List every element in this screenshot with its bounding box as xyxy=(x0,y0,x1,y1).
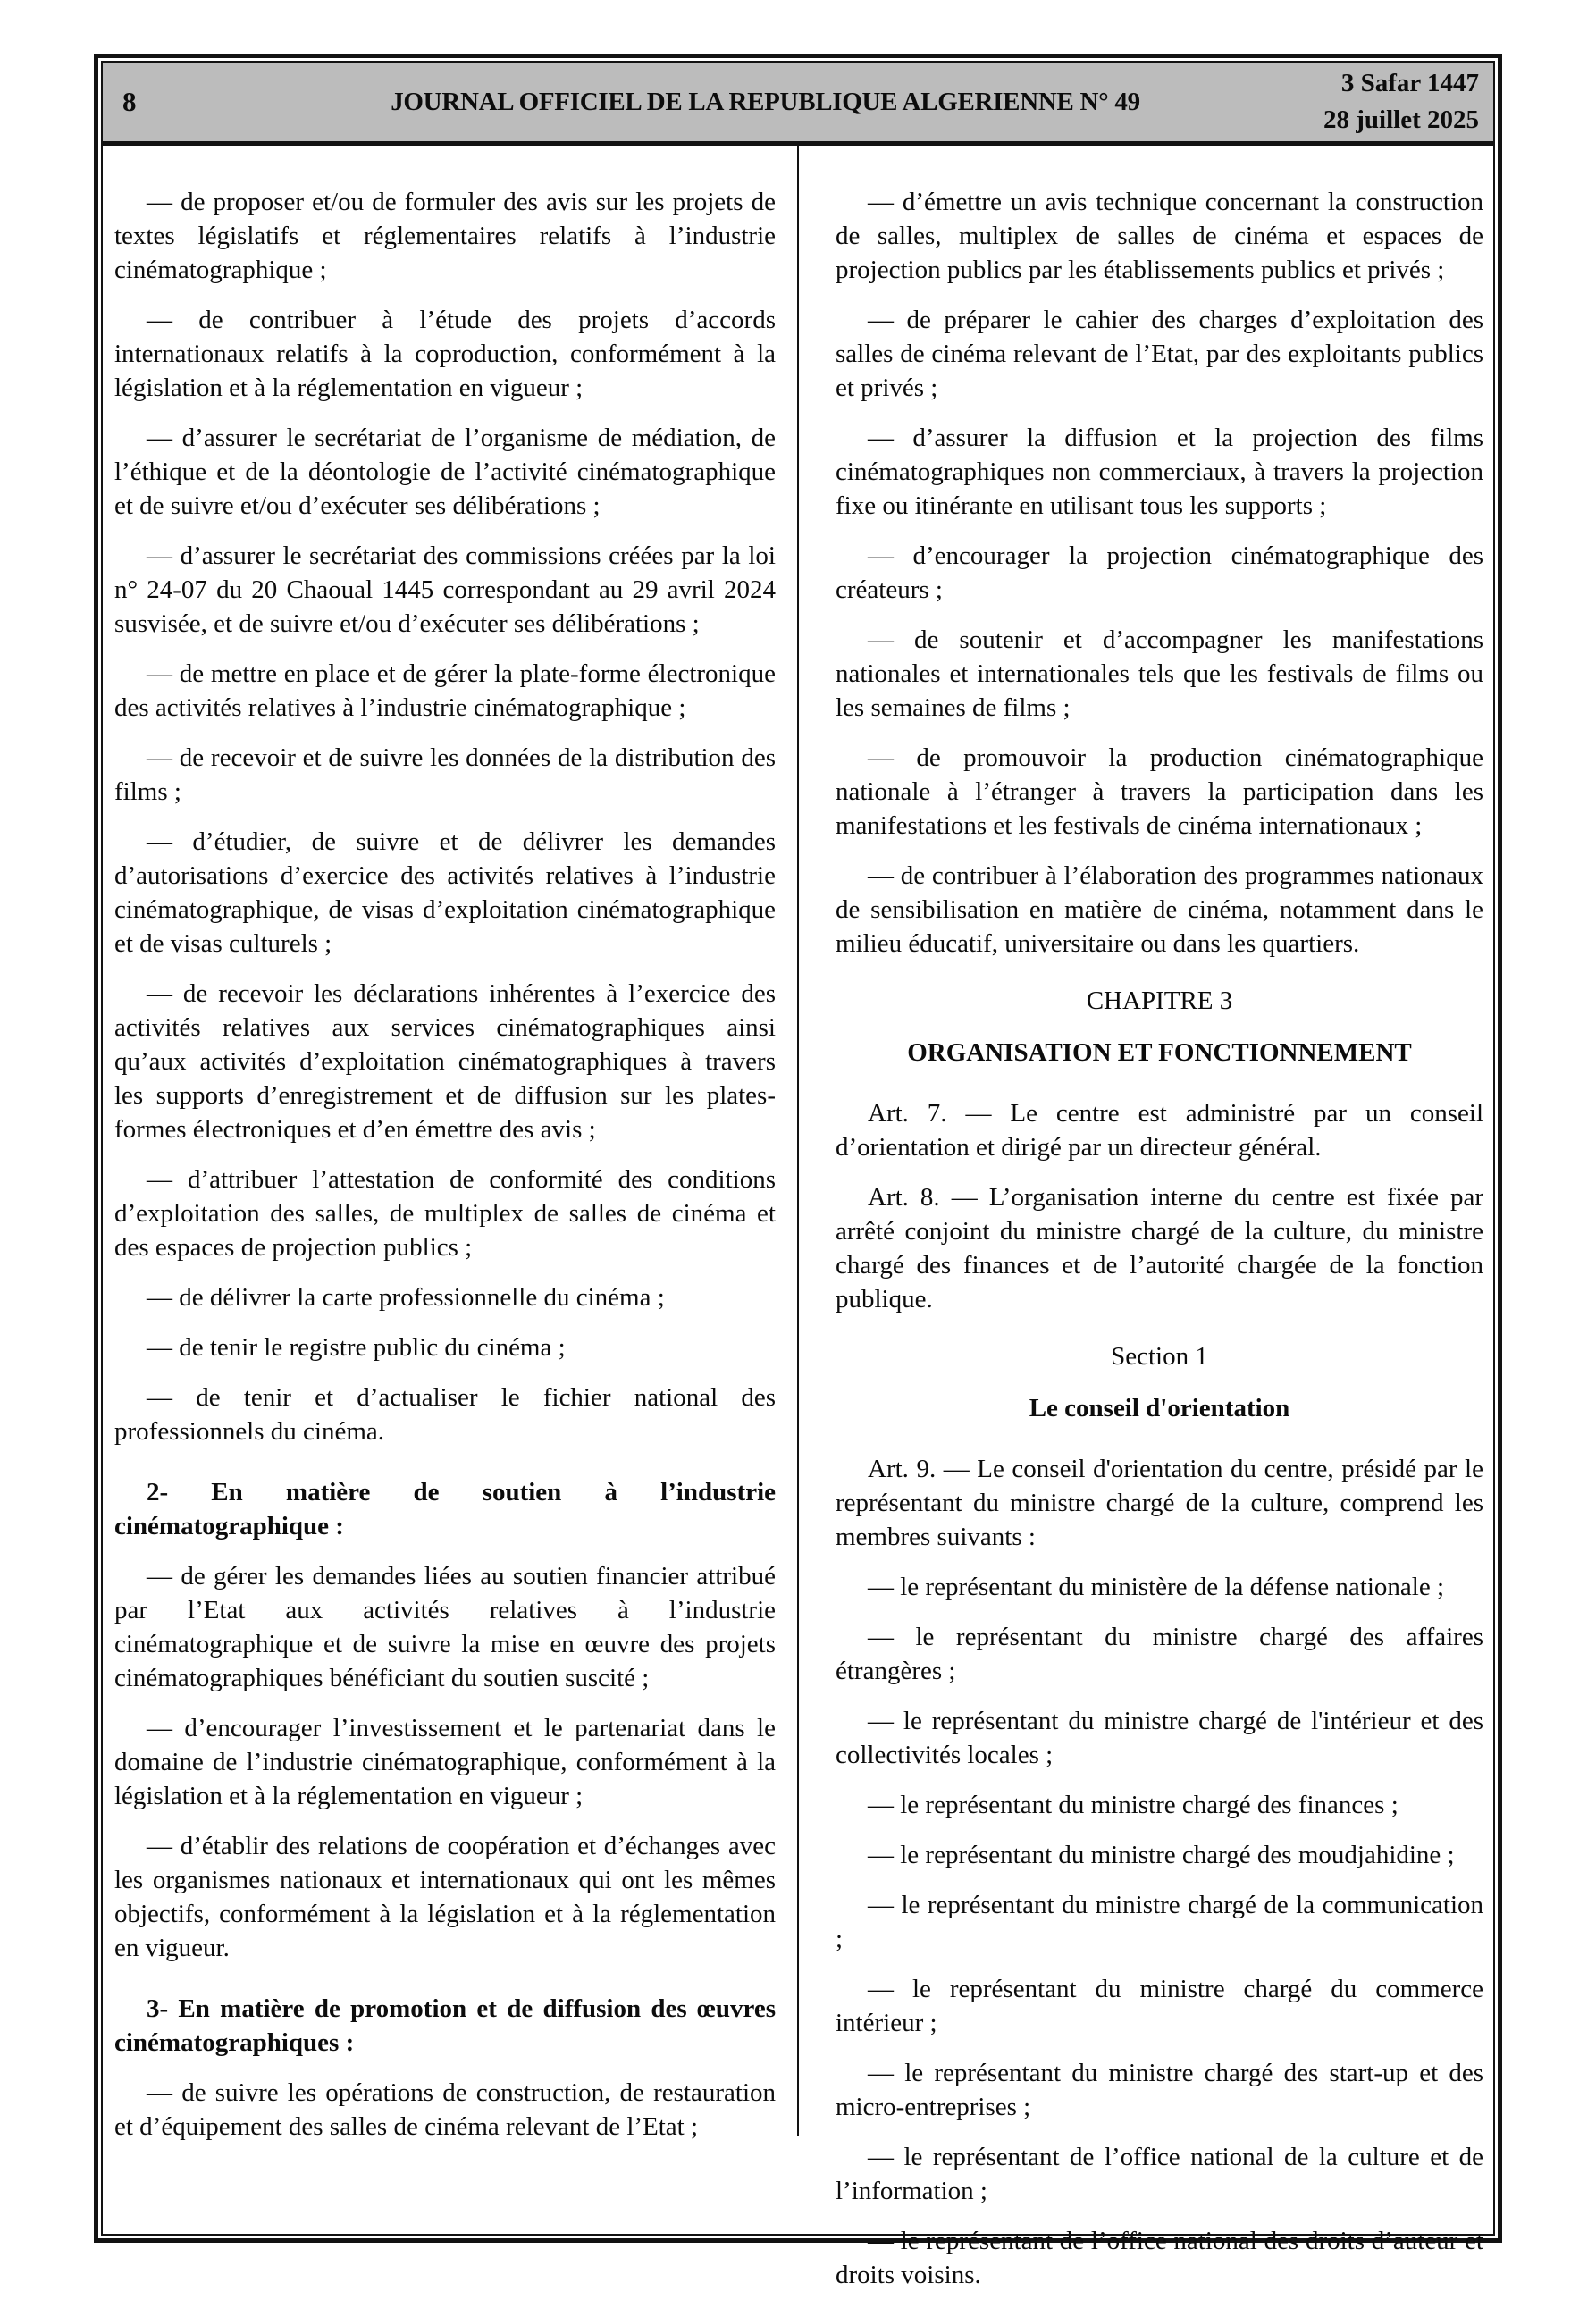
paragraph: — de suivre les opérations de construction, de restauration et d’équipement des salles de cinéma relevant de l’Etat ; xyxy=(114,2078,776,2141)
left-column xyxy=(103,146,797,2308)
paragraph: Le conseil d'orientation xyxy=(1029,1394,1290,1423)
paragraph: — de tenir le registre public du cinéma ; xyxy=(147,1333,566,1362)
paragraph: — le représentant du ministre chargé de la communication ; xyxy=(836,1891,1483,1953)
paragraph: Section 1 xyxy=(1111,1342,1208,1371)
paragraph: — le représentant du ministre chargé des finances ; xyxy=(868,1791,1399,1819)
paragraph: — d’attribuer l’attestation de conformité des conditions d’exploitation des salles, de multiplex de salles de cinéma et des espaces de projection publics ; xyxy=(114,1165,776,1262)
date-hijri: 3 Safar 1447 xyxy=(1340,69,1479,97)
page-header xyxy=(103,63,1493,146)
paragraph: — le représentant du ministre chargé de l'intérieur et des collectivités locales ; xyxy=(836,1707,1483,1769)
paragraph: — d’assurer le secrétariat des commissions créées par la loi n° 24-07 du 20 Chaoual 1445 correspondant au 29 avril 2024 susvisée, et de suivre et/ou d’exécuter ses délibérations ; xyxy=(114,541,776,638)
paragraph: — d’assurer la diffusion et la projection des films cinématographiques non commerciaux, à travers la projection fixe ou itinérante en utilisant tous les supports ; xyxy=(836,424,1483,520)
right-column xyxy=(799,146,1493,2308)
paragraph: — le représentant du ministère de la défense nationale ; xyxy=(868,1573,1444,1601)
paragraph: — de recevoir et de suivre les données de la distribution des films ; xyxy=(114,743,776,806)
paragraph: — d’encourager la projection cinématographique des créateurs ; xyxy=(836,541,1483,604)
paragraph: — le représentant du ministre chargé des start-up et des micro-entreprises ; xyxy=(836,2059,1483,2121)
page-number: 8 xyxy=(122,86,137,117)
paragraph: — d’assurer le secrétariat de l’organisme de médiation, de l’éthique et de la déontologie de l’activité cinématographique et de suivre et/ou d’exécuter ses délibérations ; xyxy=(114,424,776,520)
paragraph: — de contribuer à l’étude des projets d’accords internationaux relatifs à la coproduction, conformément à la législation et à la réglementation en vigueur ; xyxy=(114,306,776,402)
journal-title: JOURNAL OFFICIEL DE LA REPUBLIQUE ALGERIENNE N° 49 xyxy=(391,87,1140,116)
paragraph: — de préparer le cahier des charges d’exploitation des salles de cinéma relevant de l’Etat, par des exploitants publics et privés ; xyxy=(836,306,1483,402)
paragraph: — d’encourager l’investissement et le partenariat dans le domaine de l’industrie cinématographique, conformément à la législation et à la réglementation en vigueur ; xyxy=(114,1714,776,1810)
page-frame-inner xyxy=(101,61,1495,2289)
paragraph: Art. 8. — L’organisation interne du centre est fixée par arrêté conjoint du ministre chargé de la culture, du ministre chargé des finances et de l’autorité chargée de la fonction publique. xyxy=(836,1183,1483,1313)
paragraph: — de soutenir et d’accompagner les manifestations nationales et internationales tels que les festivals de films ou les semaines de films ; xyxy=(836,625,1483,722)
page-frame xyxy=(94,54,1502,2289)
date-block xyxy=(1323,65,1493,138)
paragraph: — de recevoir les déclarations inhérentes à l’exercice des activités relatives aux services cinématographiques ainsi qu’aux activités d’exploitation cinématographiques à travers les supports d’enregistrement et de diffusion sur les plates-formes électroniques et d’en émettre des avis ; xyxy=(114,979,776,1144)
paragraph: — de gérer les demandes liées au soutien financier attribué par l’Etat aux activités relatives à l’industrie cinématographique et de suivre la mise en œuvre des projets cinématographiques bénéficiant du soutien suscité ; xyxy=(114,1562,776,1692)
paragraph: 3- En matière de promotion et de diffusion des œuvres cinématographiques : xyxy=(114,1994,776,2057)
paragraph: 2- En matière de soutien à l’industrie cinématographique : xyxy=(114,1478,776,1540)
content-columns xyxy=(103,146,1493,2308)
paragraph: — de délivrer la carte professionnelle du cinéma ; xyxy=(147,1283,665,1312)
paragraph: ORGANISATION ET FONCTIONNEMENT xyxy=(907,1038,1412,1067)
paragraph: — le représentant du ministre chargé du commerce intérieur ; xyxy=(836,1975,1483,2037)
paragraph: CHAPITRE 3 xyxy=(1086,986,1233,1015)
paragraph: — de proposer et/ou de formuler des avis sur les projets de textes législatifs et réglementaires relatifs à l’industrie cinématographique ; xyxy=(114,188,776,284)
paragraph: — d’émettre un avis technique concernant la construction de salles, multiplex de salles de cinéma et espaces de projection publics par les établissements publics et privés ; xyxy=(836,188,1483,284)
paragraph: — de contribuer à l’élaboration des programmes nationaux de sensibilisation en matière de cinéma, notamment dans le milieu éducatif, universitaire ou dans les quartiers. xyxy=(836,861,1483,958)
paragraph: — le représentant de l’office national des droits d’auteur et droits voisins. xyxy=(836,2227,1483,2289)
paragraph: — de promouvoir la production cinématographique nationale à l’étranger à travers la participation dans les manifestations et les festivals de cinéma internationaux ; xyxy=(836,743,1483,840)
date-gregorian: 28 juillet 2025 xyxy=(1323,105,1479,134)
paragraph: — d’étudier, de suivre et de délivrer les demandes d’autorisations d’exercice des activités relatives à l’industrie cinématographique, de visas d’exploitation cinématographique et de visas culturels ; xyxy=(114,827,776,958)
paragraph: — le représentant du ministre chargé des affaires étrangères ; xyxy=(836,1623,1483,1685)
paragraph: — de tenir et d’actualiser le fichier national des professionnels du cinéma. xyxy=(114,1383,776,1446)
paragraph: — le représentant de l’office national de la culture et de l’information ; xyxy=(836,2143,1483,2205)
paragraph: Art. 7. — Le centre est administré par un conseil d’orientation et dirigé par un directeur général. xyxy=(836,1099,1483,1162)
paragraph: — de mettre en place et de gérer la plate-forme électronique des activités relatives à l’industrie cinématographique ; xyxy=(114,659,776,722)
paragraph: — le représentant du ministre chargé des moudjahidine ; xyxy=(868,1841,1455,1869)
paragraph: Art. 9. — Le conseil d'orientation du centre, présidé par le représentant du ministre chargé de la culture, comprend les membres suivants : xyxy=(836,1455,1483,1551)
paragraph: — d’établir des relations de coopération et d’échanges avec les organismes nationaux et internationaux qui ont les mêmes objectifs, conformément à la législation et à la réglementation en vigueur. xyxy=(114,1832,776,1962)
